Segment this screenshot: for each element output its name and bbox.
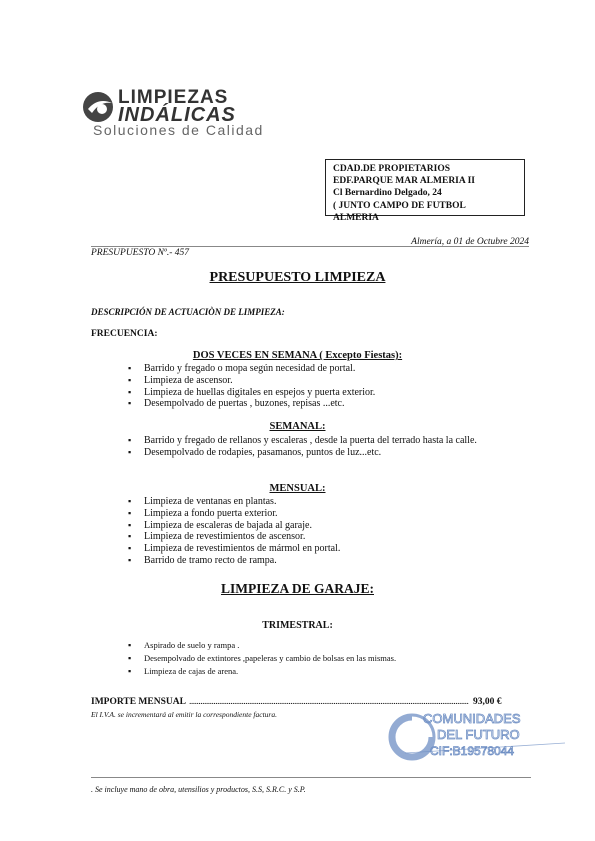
list-item: ▪ Limpieza de ventanas en plantas. <box>128 496 340 508</box>
list-item: ▪ Limpieza de revestimientos de ascensor. <box>128 531 340 543</box>
address-line: ALMERIA <box>333 212 379 223</box>
list-item: ▪ Desempolvado de extintores ,papeleras y cambio de bolsas en las mismas. <box>128 652 396 665</box>
list-item: ▪ Limpieza de huellas digitales en espejos y puerta exterior. <box>128 387 375 399</box>
logo-name-line1: LIMPIEZAS <box>118 87 229 108</box>
address-line: CDAD.DE PROPIETARIOS <box>333 164 451 174</box>
list-item: ▪ Barrido de tramo recto de rampa. <box>128 555 340 567</box>
footer-divider <box>91 777 531 778</box>
list-item: ▪ Limpieza de revestimientos de mármol en portal. <box>128 543 340 555</box>
logo-name-line2: INDÁLICAS <box>118 104 236 126</box>
stamp-line1: COMUNIDADES <box>423 711 521 726</box>
company-logo-icon <box>80 87 120 127</box>
footer-note: . Se incluye mano de obra, utensilios y productos, S.S, S.R.C. y S.P. <box>91 785 306 794</box>
monthly-list <box>128 496 340 567</box>
list-item: ▪ Limpieza de escaleras de bajada al garaje. <box>128 520 340 532</box>
company-stamp <box>385 705 575 765</box>
logo-tagline: Soluciones de Calidad <box>93 122 264 138</box>
page-title: PRESUPUESTO LIMPIEZA <box>209 270 386 285</box>
garage-subheading: TRIMESTRAL: <box>262 620 333 631</box>
address-line: EDF.PARQUE MAR ALMERIA II <box>333 176 475 187</box>
monthly-amount-label: IMPORTE MENSUAL <box>91 697 186 707</box>
recipient-address-box <box>325 159 525 223</box>
list-item: ▪ Barrido y fregado o mopa según necesidad de portal. <box>128 363 375 375</box>
budget-number: PRESUPUESTO Nº.- 457 <box>91 248 190 258</box>
list-item: ▪ Aspirado de suelo y rampa . <box>128 639 396 652</box>
stamp-line3: CIF:B19578044 <box>430 744 515 758</box>
leader-dots: ..................................................................................................................................................... <box>189 697 469 707</box>
list-item: ▪ Desempolvado de rodapies, pasamanos, puntos de luz...etc. <box>128 447 477 459</box>
monthly-amount-value: 93,00 € <box>473 697 502 707</box>
frequency-label: FRECUENCIA: <box>91 329 158 339</box>
iva-note: El I.V.A. se incrementará al emitir la correspondiente factura. <box>91 710 277 719</box>
garage-list <box>128 639 396 678</box>
section-heading-twice-weekly: DOS VECES EN SEMANA ( Excepto Fiestas): <box>192 350 403 361</box>
section-heading-monthly: MENSUAL: <box>269 483 326 494</box>
list-item: ▪ Limpieza a fondo puerta exterior. <box>128 508 340 520</box>
address-line: ( JUNTO CAMPO DE FUTBOL <box>333 200 466 211</box>
list-item: ▪ Limpieza de cajas de arena. <box>128 665 396 678</box>
weekly-list <box>128 435 477 459</box>
description-heading: DESCRIPCIÓN DE ACTUACIÒN DE LIMPIEZA: <box>91 307 285 317</box>
document-date: Almería, a 01 de Octubre 2024 <box>411 237 529 247</box>
twice-weekly-list <box>128 363 375 410</box>
list-item: ▪ Limpieza de ascensor. <box>128 375 375 387</box>
stamp-line2: DEL FUTURO <box>437 727 520 742</box>
garage-heading: LIMPIEZA DE GARAJE: <box>220 581 374 596</box>
address-line: Cl Bernardino Delgado, 24 <box>333 188 442 199</box>
list-item: ▪ Desempolvado de puertas , buzones, repisas ...etc. <box>128 398 375 410</box>
list-item: ▪ Barrido y fregado de rellanos y escaleras , desde la puerta del terrado hasta la calle. <box>128 435 477 447</box>
section-heading-weekly: SEMANAL: <box>269 421 326 432</box>
header-divider <box>91 246 529 247</box>
